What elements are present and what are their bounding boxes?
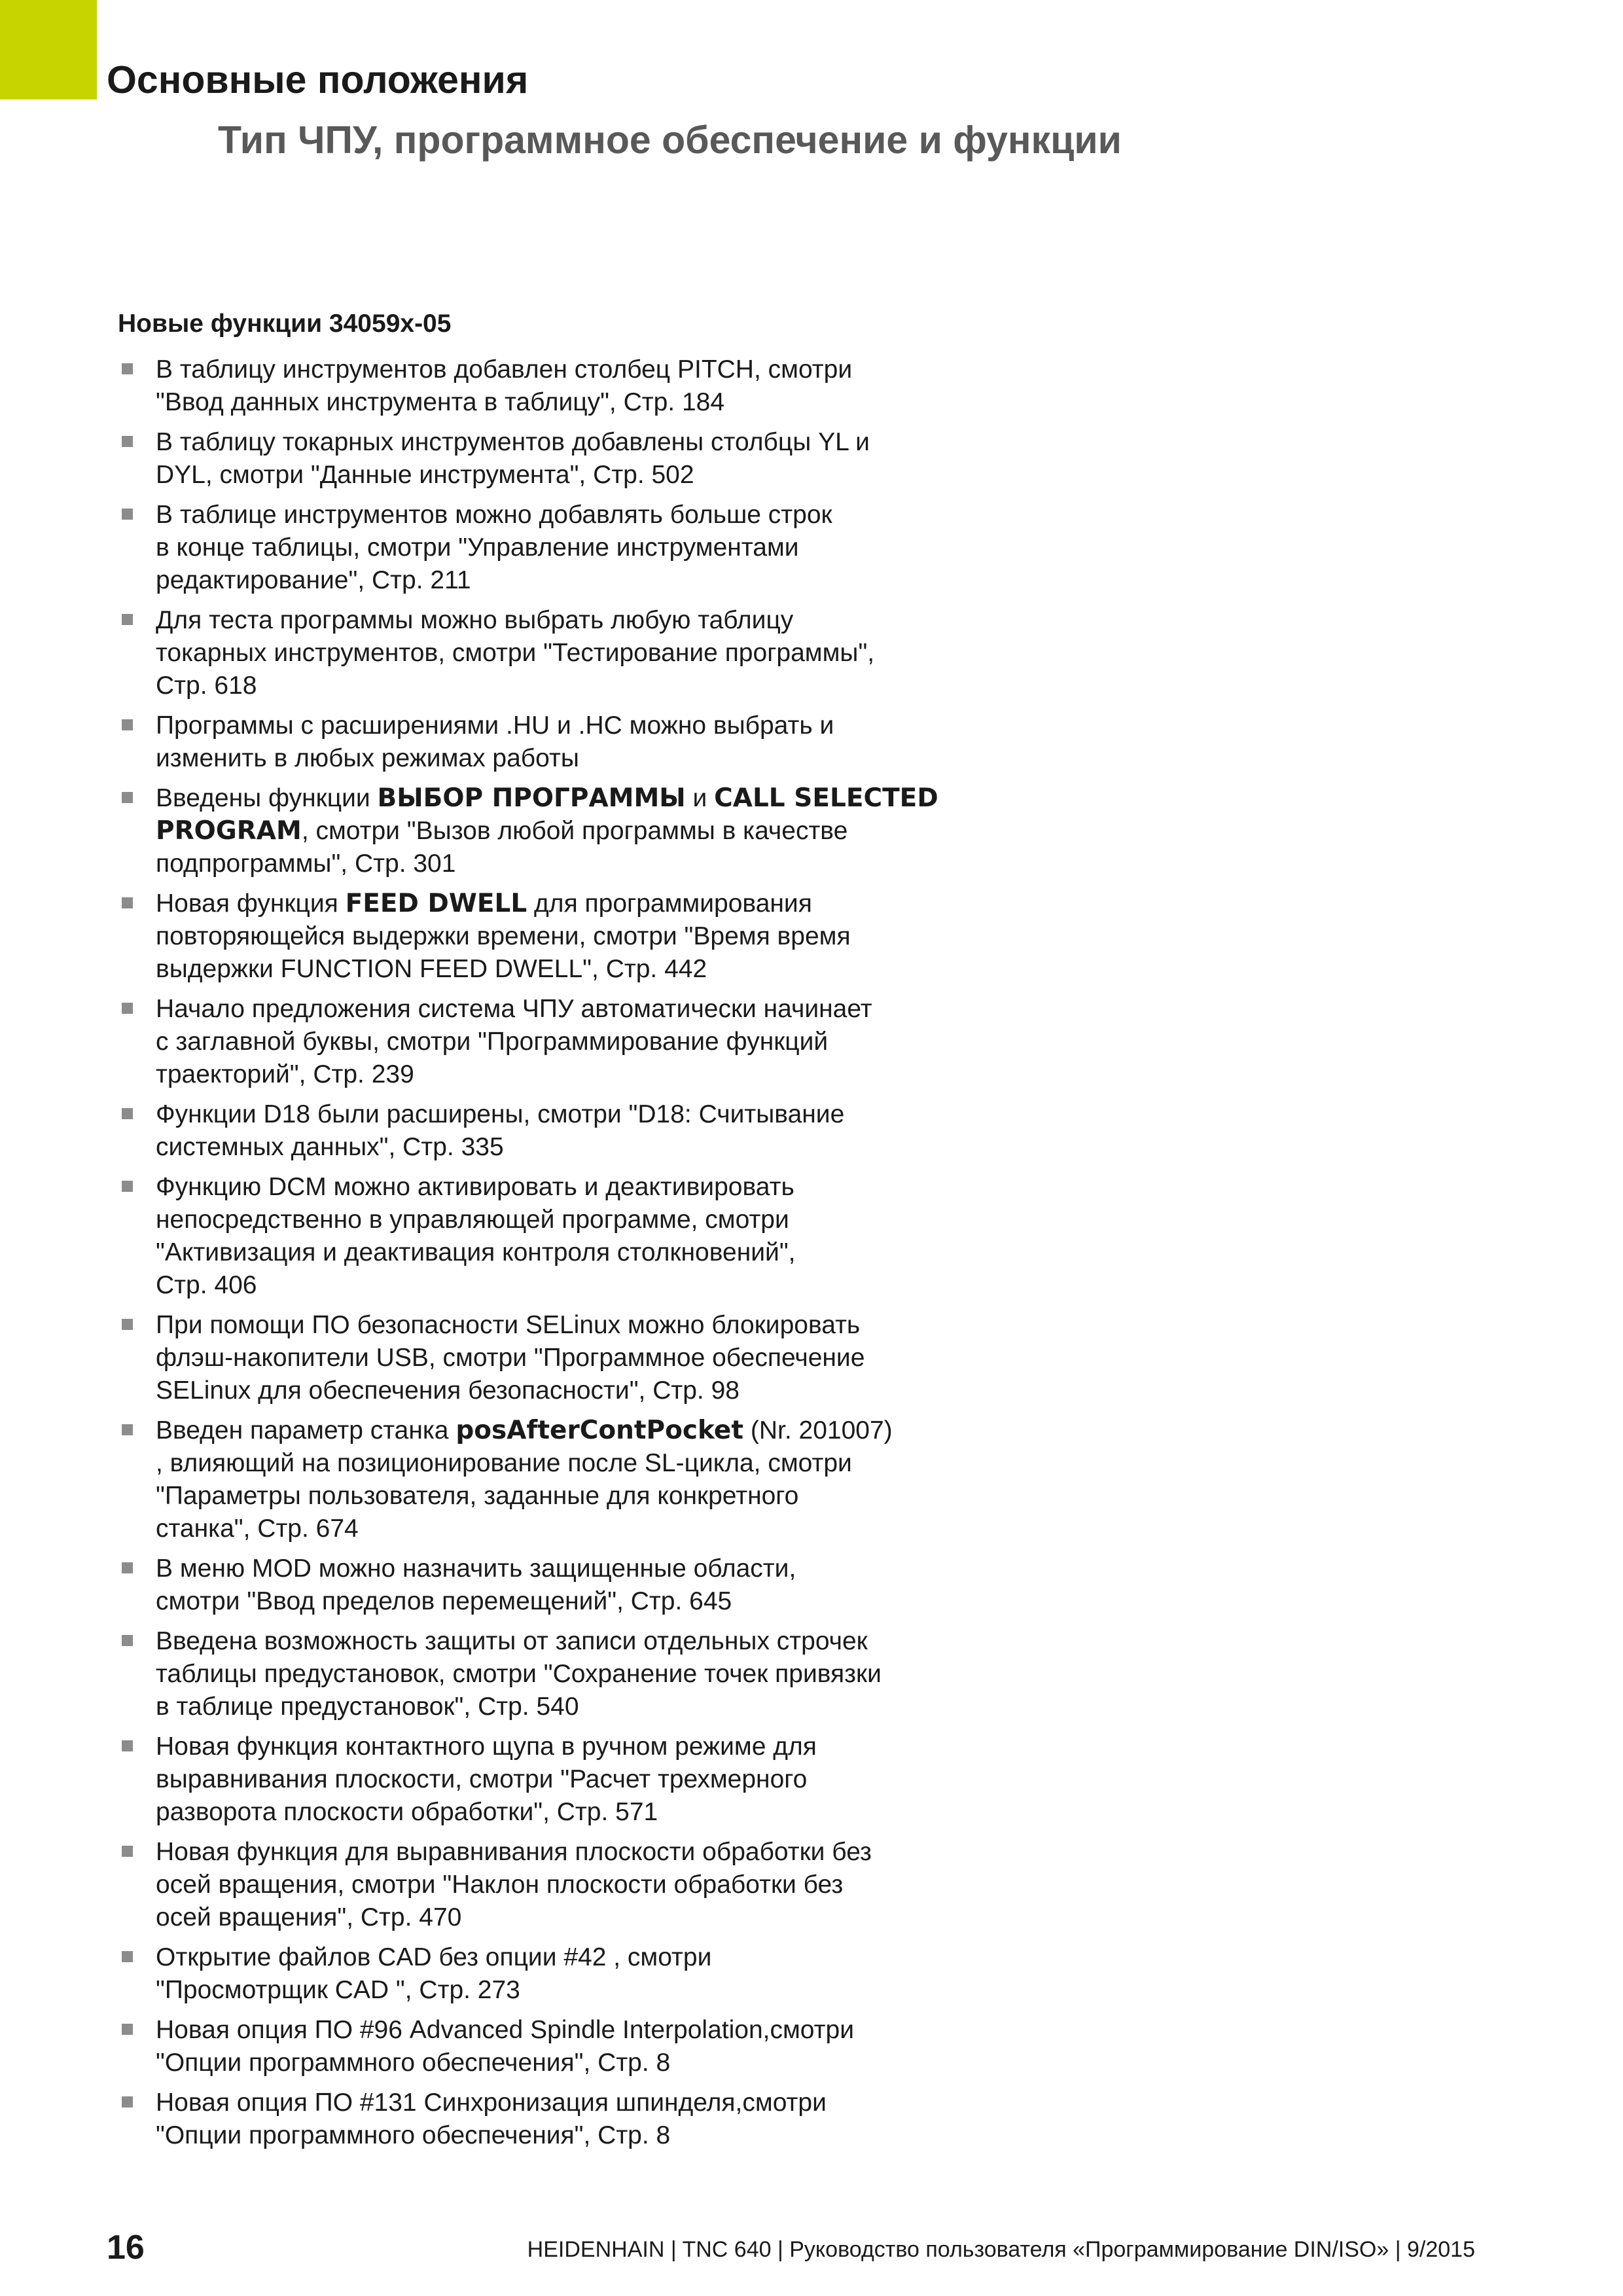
list-item: [118, 604, 969, 702]
text-segment: системных данных", Стр. 335: [156, 1133, 504, 1161]
text-line: [156, 848, 969, 880]
command-keyword: CALL SELECTED: [714, 783, 938, 813]
text-segment: флэш-накопители USB, смотри "Программное обеспечение: [156, 1344, 865, 1372]
text-line: [156, 993, 969, 1026]
list-item: [118, 1098, 969, 1164]
text-line: [156, 637, 969, 670]
text-segment: "Ввод данных инструмента в таблицу", Стр. 184: [156, 388, 725, 416]
text-segment: "Опции программного обеспечения", Стр. 8: [156, 2049, 671, 2077]
text-line: [156, 920, 969, 953]
square-bullet-icon: [122, 614, 133, 625]
text-line: [156, 1131, 969, 1164]
list-item: [118, 1171, 969, 1302]
text-segment: (Nr. 201007): [743, 1416, 893, 1444]
text-line: [156, 782, 969, 815]
text-line: [156, 426, 969, 459]
chapter-accent-tab: [0, 0, 97, 99]
text-segment: DYL, смотри "Данные инструмента", Стр. 502: [156, 461, 694, 489]
text-segment: в таблице предустановок", Стр. 540: [156, 1693, 579, 1721]
square-bullet-icon: [122, 1108, 133, 1119]
text-segment: В меню MOD можно назначить защищенные области,: [156, 1554, 796, 1583]
text-line: [156, 1236, 969, 1269]
square-bullet-icon: [122, 363, 133, 374]
list-item: [118, 888, 969, 986]
text-line: [156, 1796, 969, 1829]
text-line: [156, 2014, 969, 2047]
list-item: [118, 1731, 969, 1829]
text-line: [156, 1901, 969, 1934]
text-segment: , влияющий на позиционирование после SL-цикла, смотри: [156, 1449, 852, 1477]
text-segment: Для теста программы можно выбрать любую таблицу: [156, 606, 794, 634]
list-item: [118, 709, 969, 775]
text-line: [156, 1447, 969, 1480]
text-line: [156, 1941, 969, 1974]
text-segment: для программирования: [527, 889, 812, 918]
square-bullet-icon: [122, 792, 133, 803]
text-segment: смотри "Ввод пределов перемещений", Стр. 645: [156, 1587, 732, 1615]
square-bullet-icon: [122, 1562, 133, 1573]
square-bullet-icon: [122, 1181, 133, 1192]
text-line: [156, 1691, 969, 1723]
square-bullet-icon: [122, 1003, 133, 1014]
text-line: [156, 459, 969, 492]
text-segment: Новая функция для выравнивания плоскости обработки без: [156, 1838, 872, 1866]
text-segment: выравнивания плоскости, смотри "Расчет трехмерного: [156, 1765, 808, 1793]
text-line: [156, 1480, 969, 1513]
text-segment: SELinux для обеспечения безопасности", Стр. 98: [156, 1376, 740, 1405]
text-segment: Стр. 406: [156, 1271, 257, 1299]
text-segment: "Активизация и деактивация контроля столкновений",: [156, 1238, 796, 1266]
text-line: [156, 670, 969, 702]
square-bullet-icon: [122, 1846, 133, 1857]
square-bullet-icon: [122, 1740, 133, 1751]
square-bullet-icon: [122, 1319, 133, 1330]
text-segment: и: [685, 784, 715, 812]
text-line: [156, 1731, 969, 1763]
text-segment: В таблицу токарных инструментов добавлены столбцы YL и: [156, 428, 870, 456]
text-segment: Открытие файлов CAD без опции #42 , смотри: [156, 1943, 712, 1971]
text-segment: станка", Стр. 674: [156, 1515, 359, 1543]
list-item: [118, 1941, 969, 2007]
text-line: [156, 2119, 969, 2152]
text-segment: траекторий", Стр. 239: [156, 1060, 414, 1088]
text-segment: Программы с расширениями .HU и .HC можно выбрать и: [156, 711, 834, 740]
square-bullet-icon: [122, 2096, 133, 2108]
text-line: [156, 1309, 969, 1342]
text-line: [156, 1552, 969, 1585]
text-line: [156, 1763, 969, 1796]
list-item: [118, 353, 969, 419]
main-content: [118, 308, 969, 2159]
text-line: [156, 386, 969, 419]
text-line: [156, 1026, 969, 1058]
text-line: [156, 742, 969, 775]
text-line: [156, 1585, 969, 1618]
text-segment: Функции D18 были расширены, смотри "D18: Считывание: [156, 1100, 845, 1128]
command-keyword: ВЫБОР ПРОГРАММЫ: [377, 783, 686, 813]
text-line: [156, 815, 969, 848]
text-segment: токарных инструментов, смотри "Тестирование программы",: [156, 639, 875, 667]
text-line: [156, 1204, 969, 1236]
text-line: [156, 1625, 969, 1658]
square-bullet-icon: [122, 1635, 133, 1646]
text-segment: "Опции программного обеспечения", Стр. 8: [156, 2121, 671, 2149]
text-segment: Новая опция ПО #96 Advanced Spindle Interpolation,смотри: [156, 2016, 854, 2044]
text-line: [156, 953, 969, 986]
square-bullet-icon: [122, 897, 133, 908]
square-bullet-icon: [122, 2024, 133, 2035]
command-keyword: posAfterContPocket: [455, 1416, 744, 1445]
list-item: [118, 2087, 969, 2152]
square-bullet-icon: [122, 1424, 133, 1435]
text-segment: осей вращения, смотри "Наклон плоскости обработки без: [156, 1871, 844, 1899]
text-line: [156, 1058, 969, 1091]
text-line: [156, 564, 969, 597]
square-bullet-icon: [122, 1951, 133, 1962]
list-item: [118, 499, 969, 597]
text-line: [156, 1414, 969, 1447]
text-segment: разворота плоскости обработки", Стр. 571: [156, 1798, 658, 1826]
section-title: Тип ЧПУ, программное обеспечение и функции: [218, 118, 1122, 162]
footer-text: HEIDENHAIN | TNC 640 | Руководство пользователя «Программирование DIN/ISO» | 9/2015: [527, 2237, 1475, 2262]
list-item: [118, 1836, 969, 1934]
text-segment: В таблице инструментов можно добавлять больше строк: [156, 501, 832, 529]
text-segment: , смотри "Вызов любой программы в качестве: [301, 817, 848, 845]
text-segment: При помощи ПО безопасности SELinux можно блокировать: [156, 1311, 861, 1339]
list-item: [118, 1625, 969, 1723]
text-segment: редактирование", Стр. 211: [156, 566, 471, 594]
text-segment: повторяющейся выдержки времени, смотри "Время время: [156, 922, 851, 950]
list-item: [118, 993, 969, 1091]
text-segment: Введена возможность защиты от записи отдельных строчек: [156, 1627, 868, 1655]
text-line: [156, 2087, 969, 2119]
page-number: 16: [107, 2229, 145, 2267]
text-segment: осей вращения", Стр. 470: [156, 1903, 462, 1931]
text-segment: Введены функции: [156, 784, 378, 812]
list-item: [118, 1309, 969, 1407]
text-segment: изменить в любых режимах работы: [156, 744, 579, 772]
text-line: [156, 1374, 969, 1407]
text-segment: Стр. 618: [156, 672, 257, 700]
text-segment: Новая функция: [156, 889, 346, 918]
text-line: [156, 1513, 969, 1545]
text-line: [156, 1974, 969, 2007]
text-segment: в конце таблицы, смотри "Управление инструментами: [156, 533, 799, 562]
text-line: [156, 499, 969, 531]
square-bullet-icon: [122, 509, 133, 520]
text-segment: Новая опция ПО #131 Синхронизация шпинделя,смотри: [156, 2089, 827, 2117]
section-heading: Новые функции 34059x-05: [118, 310, 452, 338]
command-keyword: FEED DWELL: [345, 889, 527, 918]
text-segment: подпрограммы", Стр. 301: [156, 850, 456, 878]
chapter-title: Основные положения: [107, 58, 529, 101]
text-line: [156, 604, 969, 637]
square-bullet-icon: [122, 719, 133, 730]
text-line: [156, 1836, 969, 1869]
text-segment: с заглавной буквы, смотри "Программирование функций: [156, 1028, 829, 1056]
text-line: [156, 709, 969, 742]
text-line: [156, 1171, 969, 1204]
text-segment: непосредственно в управляющей программе, смотри: [156, 1206, 789, 1234]
text-line: [156, 1658, 969, 1691]
text-line: [156, 353, 969, 386]
list-item: [118, 1552, 969, 1618]
text-line: [156, 531, 969, 564]
command-keyword: PROGRAM: [156, 816, 302, 846]
text-line: [156, 1869, 969, 1901]
text-segment: Новая функция контактного щупа в ручном режиме для: [156, 1732, 817, 1761]
text-segment: Начало предложения система ЧПУ автоматически начинает: [156, 995, 872, 1023]
text-line: [156, 1269, 969, 1302]
text-line: [156, 2047, 969, 2079]
text-segment: В таблицу инструментов добавлен столбец PITCH, смотри: [156, 355, 853, 384]
list-item: [118, 1414, 969, 1545]
list-item: [118, 2014, 969, 2079]
square-bullet-icon: [122, 436, 133, 447]
feature-list: [118, 353, 969, 2152]
text-line: [156, 888, 969, 920]
text-segment: "Просмотрщик CAD ", Стр. 273: [156, 1976, 520, 2004]
text-segment: Введен параметр станка: [156, 1416, 456, 1444]
text-segment: Функцию DCM можно активировать и деактивировать: [156, 1173, 794, 1201]
text-segment: "Параметры пользователя, заданные для конкретного: [156, 1482, 799, 1510]
text-segment: таблицы предустановок, смотри "Сохранение точек привязки: [156, 1660, 882, 1688]
text-line: [156, 1098, 969, 1131]
text-line: [156, 1342, 969, 1374]
list-item: [118, 426, 969, 492]
list-item: [118, 782, 969, 880]
text-segment: выдержки FUNCTION FEED DWELL", Стр. 442: [156, 955, 707, 983]
